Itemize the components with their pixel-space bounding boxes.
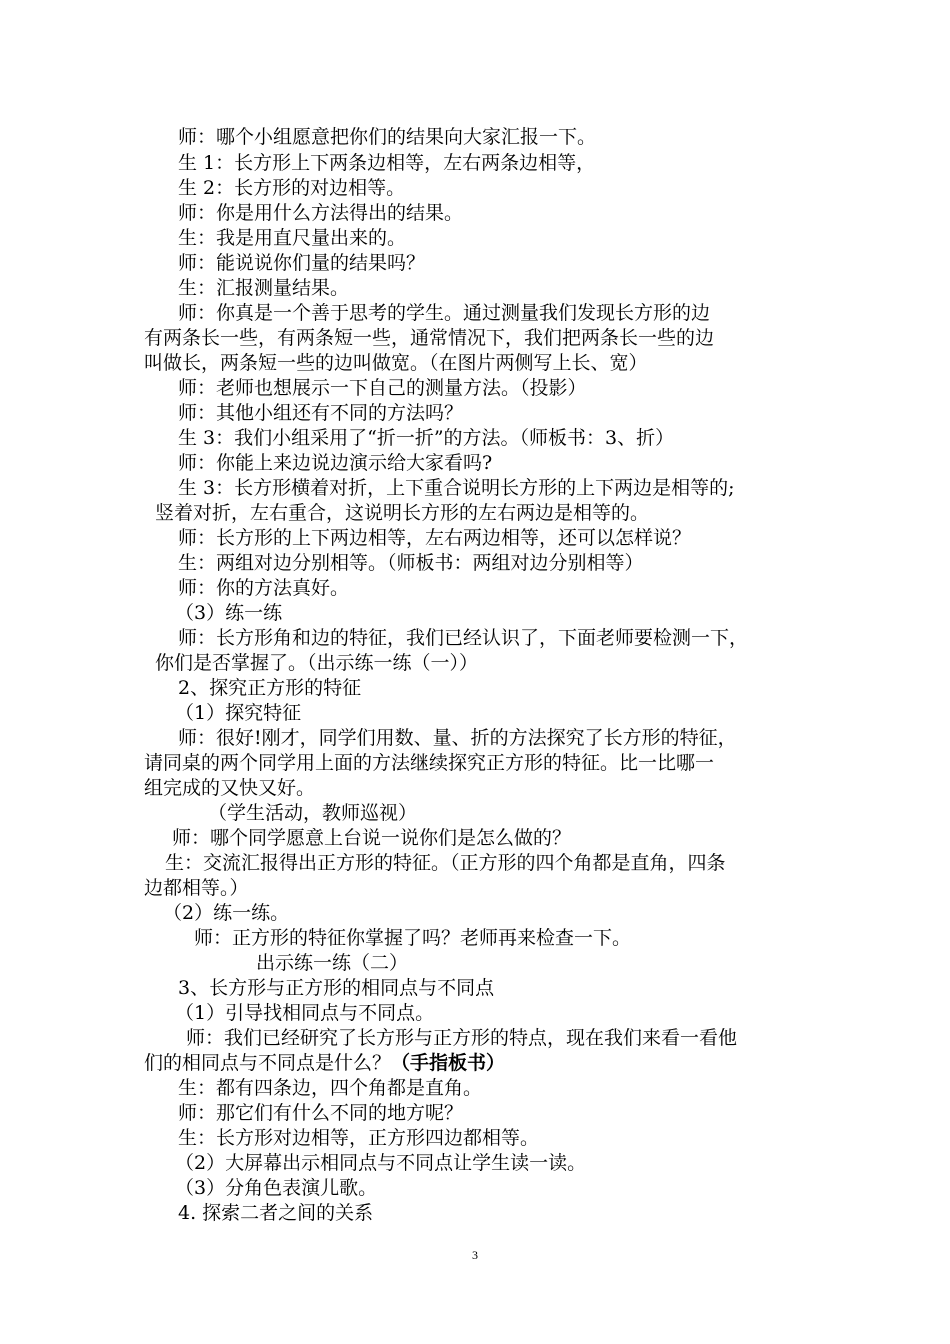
text-line: 生 1：长方形上下两条边相等，左右两条边相等， (178, 152, 596, 174)
text-line: 2、探究正方形的特征 (178, 677, 362, 699)
text-line: （1）引导找相同点与不同点。 (175, 1002, 435, 1024)
text-line: 生：汇报测量结果。 (178, 277, 350, 299)
text-line: 请同桌的两个同学用上面的方法继续探究正方形的特征。比一比哪一 (144, 752, 715, 774)
text-line: 生：交流汇报得出正方形的特征。（正方形的四个角都是直角，四条 (165, 852, 726, 874)
text-line: 生：都有四条边，四个角都是直角。 (178, 1077, 483, 1099)
text-line: 师：长方形角和边的特征，我们已经认识了，下面老师要检测一下， (178, 627, 749, 649)
text-line: 生：我是用直尺量出来的。 (178, 227, 407, 249)
text-line: 你们是否掌握了。（出示练一练（一）） (155, 652, 479, 674)
text-line: （2）大屏幕出示相同点与不同点让学生读一读。 (175, 1152, 587, 1174)
text-line: 生：长方形对边相等，正方形四边都相等。 (178, 1127, 540, 1149)
text-line: 师：我们已经研究了长方形与正方形的特点，现在我们来看一看他 (186, 1027, 738, 1049)
text-line: 师：你真是一个善于思考的学生。通过测量我们发现长方形的边 (178, 302, 711, 324)
text-line: （3）练一练 (175, 602, 283, 624)
text-line: 4. 探索二者之间的关系 (178, 1202, 374, 1224)
text-line: 师：你的方法真好。 (178, 577, 350, 599)
text-line: 生 3：长方形横着对折，上下重合说明长方形的上下两边是相等的; (178, 477, 735, 499)
text-line: 竖着对折，左右重合，这说明长方形的左右两边是相等的。 (155, 502, 650, 524)
text-line: 师：老师也想展示一下自己的测量方法。（投影） (178, 377, 587, 399)
page-number: 3 (472, 1248, 478, 1262)
text-line: （2）练一练。 (163, 902, 290, 924)
text-line: 师：正方形的特征你掌握了吗？老师再来检查一下。 (194, 927, 632, 949)
text-line: （学生活动，教师巡视） (208, 802, 418, 824)
bold-note: （手指板书） (391, 1052, 506, 1074)
text-line: 师：哪个同学愿意上台说一说你们是怎么做的？ (172, 827, 572, 849)
text-line: 师：哪个小组愿意把你们的结果向大家汇报一下。 (178, 126, 597, 148)
text-line: 师：你是用什么方法得出的结果。 (178, 202, 464, 224)
text-line: 师：很好!刚才，同学们用数、量、折的方法探究了长方形的特征， (178, 727, 737, 749)
text-line: 师：其他小组还有不同的方法吗？ (178, 402, 464, 424)
text-line: 生 2：长方形的对边相等。 (178, 177, 406, 199)
text-line: 师：长方形的上下两边相等，左右两边相等，还可以怎样说？ (178, 527, 692, 549)
text-line: 叫做长，两条短一些的边叫做宽。（在图片两侧写上长、宽） (144, 352, 648, 374)
text-line: （1）探究特征 (175, 702, 302, 724)
text-line: 生：两组对边分别相等。（师板书：两组对边分别相等） (178, 552, 644, 574)
text-line: 出示练一练（二） (256, 952, 409, 974)
text-line (144, 1051, 505, 1075)
text-line: （3）分角色表演儿歌。 (175, 1177, 378, 1199)
text-line: 生 3：我们小组采用了“折一折”的方法。（师板书：3、折） (178, 427, 675, 449)
text-line: 有两条长一些，有两条短一些，通常情况下，我们把两条长一些的边 (144, 327, 715, 349)
text-line: 师：能说说你们量的结果吗？ (178, 252, 426, 274)
text-line: 师：那它们有什么不同的地方呢？ (178, 1102, 464, 1124)
text-line: 师：你能上来边说边演示给大家看吗? (178, 452, 493, 474)
text-line: 3、长方形与正方形的相同点与不同点 (178, 977, 495, 999)
text-line: 组完成的又快又好。 (144, 777, 316, 799)
text-span: 们的相同点与不同点是什么？ (144, 1052, 392, 1074)
text-line: 边都相等。） (144, 877, 249, 899)
